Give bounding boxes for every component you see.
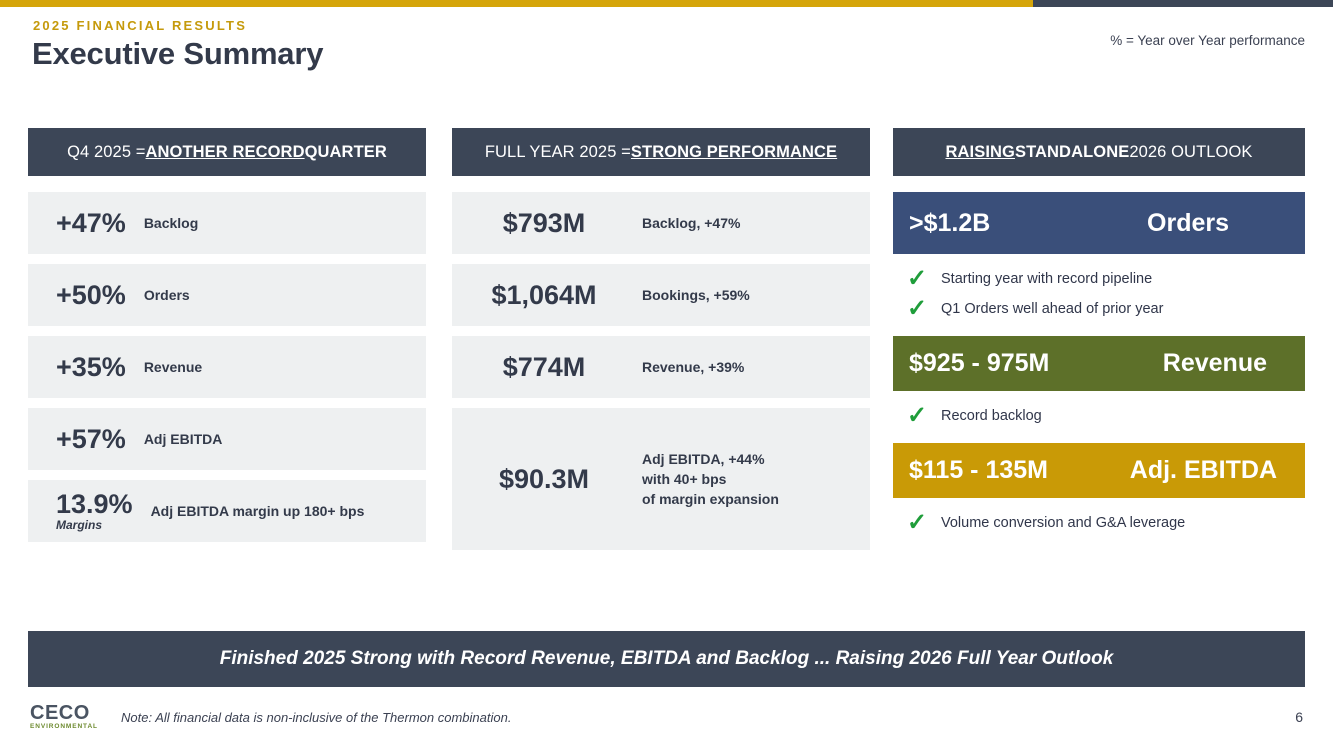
check-icon: ✓: [907, 402, 928, 429]
metric-value-group: [56, 491, 133, 531]
outlook-check-item: [893, 294, 1305, 324]
outlook-band-name: Adj. EBITDA: [1129, 456, 1277, 484]
ceco-logo-wordmark: CECO: [30, 702, 90, 724]
metric-label: [642, 449, 779, 510]
metric-label: Backlog: [143, 215, 199, 231]
outlook-band-value: $925 - 975M: [909, 349, 1050, 377]
outlook-check-text: Volume conversion and G&A leverage: [941, 515, 1186, 531]
metric-row: [28, 264, 426, 326]
metric-label-line-1: Adj EBITDA, +44%: [642, 450, 765, 467]
outlook-check-item: [893, 264, 1305, 294]
column-outlook-heading-bold: STANDALONE: [1014, 142, 1130, 161]
ceco-logo-subtext: ENVIRONMENTAL: [30, 723, 98, 730]
outlook-band-orders: [893, 192, 1305, 254]
metric-value: +47%: [56, 207, 126, 238]
column-fy-heading: [452, 128, 870, 176]
column-q4-heading-emphasis: ANOTHER RECORD: [145, 142, 305, 161]
column-q4-2025: [28, 128, 426, 552]
outlook-band-revenue: [893, 336, 1305, 391]
metric-row: [452, 264, 870, 326]
metric-row: [452, 192, 870, 254]
column-q4-heading: [28, 128, 426, 176]
column-outlook-heading-emphasis: RAISING: [945, 142, 1015, 161]
metric-value-sublabel: Margins: [56, 518, 103, 532]
column-fy-heading-prefix: FULL YEAR 2025 =: [484, 142, 631, 161]
metric-label: Adj EBITDA: [143, 431, 223, 447]
metric-value: $774M: [502, 351, 586, 382]
metric-row: [452, 408, 870, 550]
outlook-check-text: Q1 Orders well ahead of prior year: [941, 301, 1164, 317]
metric-row: [28, 408, 426, 470]
top-accent-bar-dark-segment: [1033, 0, 1333, 7]
yoy-legend-note: % = Year over Year performance: [1110, 33, 1305, 48]
metric-row: [28, 192, 426, 254]
metric-value: $90.3M: [498, 463, 590, 494]
metric-value: +50%: [56, 279, 126, 310]
outlook-band-value: $115 - 135M: [909, 456, 1048, 484]
page-title: Executive Summary: [32, 36, 324, 71]
column-fy-heading-emphasis: STRONG PERFORMANCE: [630, 142, 838, 161]
metric-label: Backlog, +47%: [642, 215, 741, 231]
metric-row: [28, 336, 426, 398]
check-icon: ✓: [907, 295, 928, 322]
column-outlook-heading-rest: 2026 OUTLOOK: [1129, 142, 1253, 161]
outlook-band-value: >$1.2B: [909, 208, 991, 237]
metric-row: [28, 480, 426, 542]
outlook-band-ebitda: [893, 443, 1305, 498]
outlook-check-item: [893, 401, 1305, 431]
metric-value: +57%: [56, 423, 126, 454]
check-icon: ✓: [907, 509, 928, 536]
outlook-band-name: Revenue: [1162, 349, 1267, 377]
outlook-check-text: Record backlog: [941, 408, 1042, 424]
metric-label: Revenue: [143, 359, 203, 375]
metric-label: Adj EBITDA margin up 180+ bps: [150, 503, 365, 519]
column-outlook-heading: [893, 128, 1305, 176]
metric-label-line-2: with 40+ bps: [642, 470, 727, 487]
metric-label: Bookings, +59%: [642, 287, 750, 303]
column-2026-outlook: [893, 128, 1305, 538]
summary-banner: Finished 2025 Strong with Record Revenue, EBITDA and Backlog ... Raising 2026 Full Year Outlook: [28, 631, 1305, 687]
footnote: Note: All financial data is non-inclusive of the Thermon combination.: [121, 710, 512, 725]
outlook-band-name: Orders: [1147, 208, 1229, 237]
metric-label: Revenue, +39%: [642, 359, 745, 375]
slide-eyebrow: 2025 FINANCIAL RESULTS: [33, 18, 248, 33]
outlook-check-text: Starting year with record pipeline: [941, 271, 1153, 287]
top-accent-bar: [0, 0, 1333, 7]
metric-value: 13.9%: [56, 489, 133, 519]
metric-label: Orders: [143, 287, 190, 303]
ceco-logo: [30, 703, 98, 731]
column-fy-rows: [452, 192, 870, 550]
column-q4-heading-prefix: Q4 2025 =: [67, 142, 146, 161]
column-full-year-2025: [452, 128, 870, 560]
metric-value: +35%: [56, 351, 126, 382]
metric-label-line-3: of margin expansion: [642, 491, 779, 508]
column-q4-heading-suffix: QUARTER: [304, 142, 387, 161]
metric-value: $793M: [502, 207, 586, 238]
metric-row: [452, 336, 870, 398]
page-number: 6: [1295, 709, 1303, 725]
outlook-check-item: [893, 508, 1305, 538]
column-q4-rows: [28, 192, 426, 542]
check-icon: ✓: [907, 265, 928, 292]
metric-value: $1,064M: [491, 279, 597, 310]
